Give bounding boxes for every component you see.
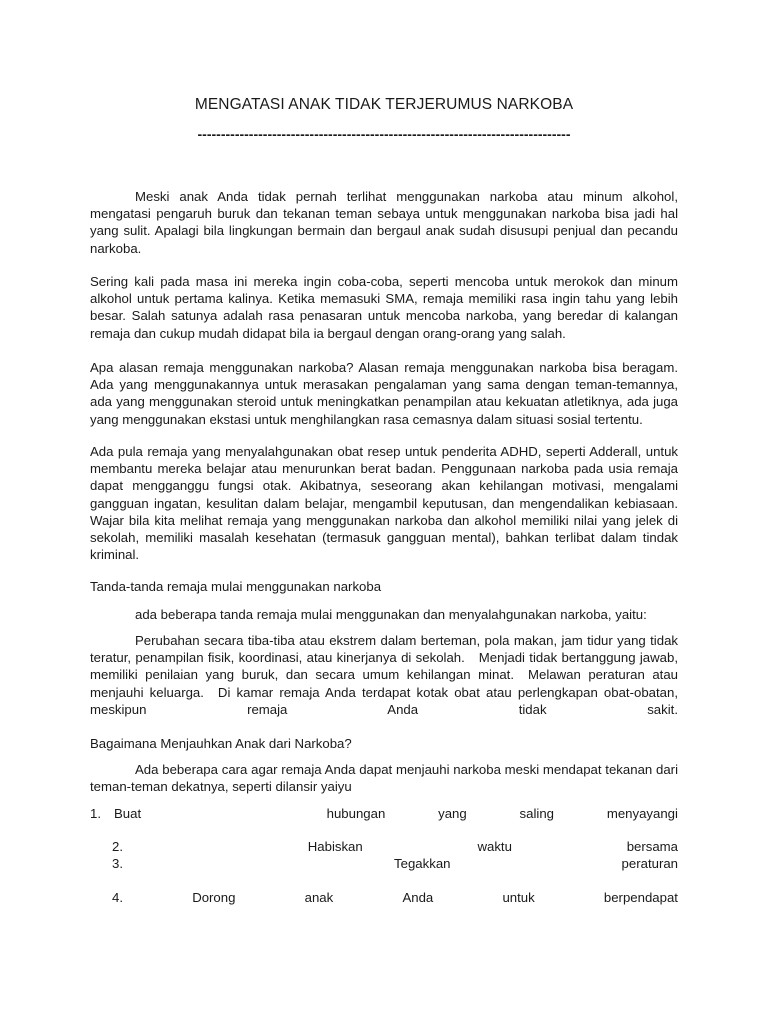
list-number-3: 3. [112,856,123,871]
list-word: saling [519,806,555,821]
list-word: untuk [502,890,535,905]
sign-2: Menjadi tidak bertanggung jawab, memiliki penilaian yang buruk, dan secara umum kehilangan minat. [90,650,678,683]
list-word: hubungan [326,806,386,821]
list-item-4 [90,889,678,906]
list-number-2: 2. [112,839,123,854]
list-number-4: 4. [112,890,123,905]
heading-how: Bagaimana Menjauhkan Anak dari Narkoba? [90,736,352,751]
list-word: Habiskan [307,839,363,854]
paragraph-4: Ada pula remaja yang menyalahgunakan obat resep untuk penderita ADHD, seperti Adderall, untuk membantu mereka belajar atau menurunkan berat badan. Penggunaan narkoba pada usia remaja dapat mengganggu fungsi otak. Akibatnya, seseorang akan kehilangan motivasi, mengalami gangguan ingatan, kesulitan dalam belajar, mengambil keputusan, dan mengendalikan kebiasaan. Wajar bila kita melihat remaja yang menggunakan narkoba dan alkohol memiliki nilai yang jelek di sekolah, memiliki masalah kesehatan (termasuk gangguan mental), bahkan terlibat dalam tindak kriminal. [90,444,678,563]
paragraph-1: Meski anak Anda tidak pernah terlihat menggunakan narkoba atau minum alkohol, mengatasi pengaruh buruk dan tekanan teman sebaya untuk menggunakan narkoba bisa jadi hal yang sulit. Apalagi bila lingkungan bermain dan bergaul anak sudah disusupi penjual dan pecandu narkoba. [90,189,678,256]
list-word: bersama [626,839,678,854]
list-number-1: 1. [90,806,101,821]
list-word: Anda [402,890,434,905]
list-word: Tegakkan [394,856,451,871]
list-word: Dorong [192,890,236,905]
heading-signs: Tanda-tanda remaja mulai menggunakan narkoba [90,579,382,594]
signs-intro: ada beberapa tanda remaja mulai menggunakan dan menyalahgunakan narkoba, yaitu: [135,607,647,622]
list-word: anak [304,890,334,905]
list-item-1 [90,805,678,822]
list-word: yang [438,806,467,821]
sign-1: Perubahan secara tiba-tiba atau ekstrem dalam berteman, pola makan, jam tidur yang tidak teratur, penampilan fisik, koordinasi, atau kinerjanya di sekolah. [90,633,678,666]
list-word: Buat [114,806,142,821]
sign-4: Di kamar remaja Anda terdapat kotak obat atau perlengkapan obat-obatan, meskipun remaja Anda tidak sakit. [90,684,678,717]
signs-paragraph [90,632,678,718]
list-word: peraturan [621,856,678,871]
separator-line: -------------------------------------------------------------------------------- [197,126,571,142]
paragraph-2: Sering kali pada masa ini mereka ingin coba-coba, seperti mencoba untuk merokok dan minum alkohol untuk pertama kalinya. Ketika memasuki SMA, remaja memiliki rasa ingin tahu yang lebih besar. Salah satunya adalah rasa penasaran untuk mencoba narkoba, yang beredar di kalangan remaja dan cukup mudah didapat bila ia bergaul dengan orang-orang yang salah. [90,274,678,341]
list-item-3 [90,855,678,872]
how-intro: Ada beberapa cara agar remaja Anda dapat menjauhi narkoba meski mendapat tekanan dari teman-teman dekatnya, seperti dilansir yaiyu [90,762,678,795]
document-title: MENGATASI ANAK TIDAK TERJERUMUS NARKOBA [194,96,574,113]
list-word: menyayangi [606,806,678,821]
sign-3: Melawan peraturan atau menjauhi keluarga. [90,667,678,700]
list-word: berpendapat [603,890,678,905]
list-item-2 [90,838,678,855]
paragraph-3: Apa alasan remaja menggunakan narkoba? Alasan remaja menggunakan narkoba bisa beragam. Ada yang menggunakannya untuk merasakan pengalaman yang sama dengan teman-temannya, ada yang menggunakan steroid untuk meningkatkan penampilan atau kekuatan atletiknya, ada juga yang menggunakan ekstasi untuk menghilangkan rasa cemasnya dalam situasi sosial tertentu. [90,360,678,427]
list-word: waktu [477,839,512,854]
